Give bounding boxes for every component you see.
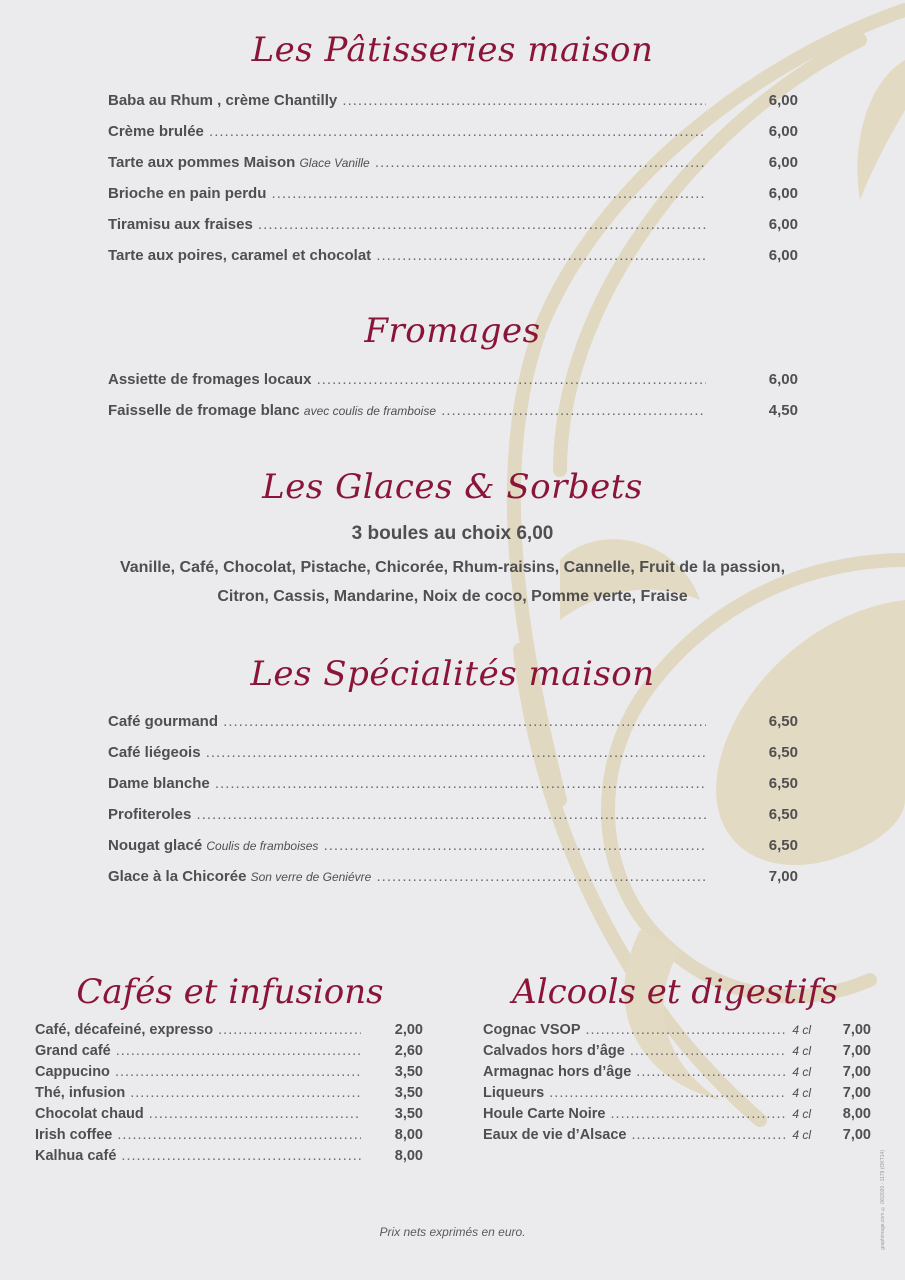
list-item xyxy=(35,1021,423,1042)
item-quantity: 4 cl xyxy=(792,1065,811,1079)
cafes-list xyxy=(35,1021,423,1168)
item-price: 6,00 xyxy=(768,371,798,388)
print-credit: graphimage.com © 06/2020 - 1179 (OKT14) xyxy=(880,1150,886,1250)
item-name: Profiteroles ..... xyxy=(108,805,706,825)
item-name: Café liégeois ..... xyxy=(108,743,706,763)
list-item xyxy=(108,184,798,215)
list-item xyxy=(35,1147,423,1168)
list-item xyxy=(483,1126,871,1147)
item-name: Dame blanche ..... xyxy=(108,774,706,794)
item-price: 3,50 xyxy=(394,1085,423,1101)
flavors-line-2: Citron, Cassis, Mandarine, Noix de coco, Pomme verte, Fraise xyxy=(217,588,688,605)
item-price: 4,50 xyxy=(768,402,798,419)
list-item xyxy=(108,743,798,774)
list-item xyxy=(483,1084,871,1105)
patisseries-list xyxy=(108,91,798,277)
item-name: Baba au Rhum , crème Chantilly ..... xyxy=(108,91,706,111)
item-price: 3,50 xyxy=(394,1106,423,1122)
item-price: 3,50 xyxy=(394,1064,423,1080)
flavors-line-1: Vanille, Café, Chocolat, Pistache, Chicorée, Rhum-raisins, Cannelle, Fruit de la passion, xyxy=(119,559,786,576)
glaces-heading: Les Glaces & Sorbets xyxy=(262,467,643,507)
item-name: Eaux de vie d’Alsace ..... xyxy=(483,1126,785,1144)
item-name: Tarte aux pommes Maison Glace Vanille ..... xyxy=(108,153,706,173)
list-item xyxy=(483,1105,871,1126)
item-name: Cognac VSOP ..... xyxy=(483,1021,785,1039)
list-item xyxy=(483,1021,871,1042)
item-name: Chocolat chaud ..... xyxy=(35,1105,361,1123)
item-price: 8,00 xyxy=(394,1127,423,1143)
fromages-heading: Fromages xyxy=(364,311,541,351)
item-quantity: 4 cl xyxy=(792,1086,811,1100)
item-name: Houle Carte Noire ..... xyxy=(483,1105,785,1123)
item-name: Cappucino ..... xyxy=(35,1063,361,1081)
item-note: avec coulis de framboise xyxy=(303,404,436,418)
list-item xyxy=(35,1063,423,1084)
list-item xyxy=(108,246,798,277)
item-price: 2,60 xyxy=(394,1043,423,1059)
patisseries-heading: Les Pâtisseries maison xyxy=(251,30,654,70)
item-price: 7,00 xyxy=(842,1085,871,1101)
list-item xyxy=(108,712,798,743)
item-name: Kalhua café ..... xyxy=(35,1147,361,1165)
item-name: Liqueurs ..... xyxy=(483,1084,785,1102)
list-item xyxy=(108,836,798,867)
item-price: 6,00 xyxy=(768,247,798,264)
item-price: 7,00 xyxy=(842,1043,871,1059)
alcools-list xyxy=(483,1021,871,1147)
list-item xyxy=(108,867,798,898)
item-price: 6,00 xyxy=(768,185,798,202)
list-item xyxy=(483,1042,871,1063)
item-price: 6,50 xyxy=(768,744,798,761)
item-price: 6,00 xyxy=(768,123,798,140)
glaces-price-line: 3 boules au choix 6,00 xyxy=(351,523,554,544)
item-price: 6,00 xyxy=(768,154,798,171)
item-name: Grand café ..... xyxy=(35,1042,361,1060)
item-name: Assiette de fromages locaux ..... xyxy=(108,370,706,390)
list-item xyxy=(35,1126,423,1147)
list-item xyxy=(108,122,798,153)
item-price: 8,00 xyxy=(842,1106,871,1122)
item-price: 6,50 xyxy=(768,806,798,823)
item-price: 6,50 xyxy=(768,775,798,792)
list-item xyxy=(108,215,798,246)
item-name: Café gourmand ..... xyxy=(108,712,706,732)
item-price: 2,00 xyxy=(394,1022,423,1038)
item-price: 6,00 xyxy=(768,92,798,109)
footer-note: Prix nets exprimés en euro. xyxy=(379,1225,526,1239)
item-price: 7,00 xyxy=(842,1022,871,1038)
item-name: Glace à la Chicorée Son verre de Geniévre ..... xyxy=(108,867,706,887)
glaces-flavors xyxy=(100,553,805,611)
item-name: Brioche en pain perdu ..... xyxy=(108,184,706,204)
item-quantity: 4 cl xyxy=(792,1044,811,1058)
item-quantity: 4 cl xyxy=(792,1023,811,1037)
list-item xyxy=(108,774,798,805)
list-item xyxy=(35,1105,423,1126)
item-name: Café, décafeiné, expresso ..... xyxy=(35,1021,361,1039)
item-name: Thé, infusion ..... xyxy=(35,1084,361,1102)
specialites-list xyxy=(108,712,798,898)
list-item xyxy=(108,805,798,836)
item-quantity: 4 cl xyxy=(792,1107,811,1121)
list-item xyxy=(108,401,798,432)
item-name: Irish coffee ..... xyxy=(35,1126,361,1144)
item-note: Son verre de Geniévre xyxy=(250,870,372,884)
item-name: Tiramisu aux fraises ..... xyxy=(108,215,706,235)
item-name: Armagnac hors d’âge ..... xyxy=(483,1063,785,1081)
item-quantity: 4 cl xyxy=(792,1128,811,1142)
item-price: 6,50 xyxy=(768,713,798,730)
item-note: Glace Vanille xyxy=(299,156,370,170)
item-price: 7,00 xyxy=(842,1127,871,1143)
item-name: Faisselle de fromage blanc avec coulis de framboise ..... xyxy=(108,401,706,421)
fromages-list xyxy=(108,370,798,432)
list-item xyxy=(108,370,798,401)
list-item xyxy=(35,1084,423,1105)
list-item xyxy=(483,1063,871,1084)
list-item xyxy=(108,153,798,184)
cafes-heading: Cafés et infusions xyxy=(76,972,384,1012)
item-name: Nougat glacé Coulis de framboises ..... xyxy=(108,836,706,856)
item-price: 7,00 xyxy=(768,868,798,885)
item-price: 8,00 xyxy=(394,1148,423,1164)
item-price: 6,00 xyxy=(768,216,798,233)
item-price: 7,00 xyxy=(842,1064,871,1080)
alcools-heading: Alcools et digestifs xyxy=(512,972,838,1012)
item-price: 6,50 xyxy=(768,837,798,854)
specialites-heading: Les Spécialités maison xyxy=(250,654,655,694)
list-item xyxy=(108,91,798,122)
item-name: Tarte aux poires, caramel et chocolat ..... xyxy=(108,246,706,266)
item-name: Crème brulée ..... xyxy=(108,122,706,142)
list-item xyxy=(35,1042,423,1063)
item-name: Calvados hors d’âge ..... xyxy=(483,1042,785,1060)
item-note: Coulis de framboises xyxy=(206,839,319,853)
